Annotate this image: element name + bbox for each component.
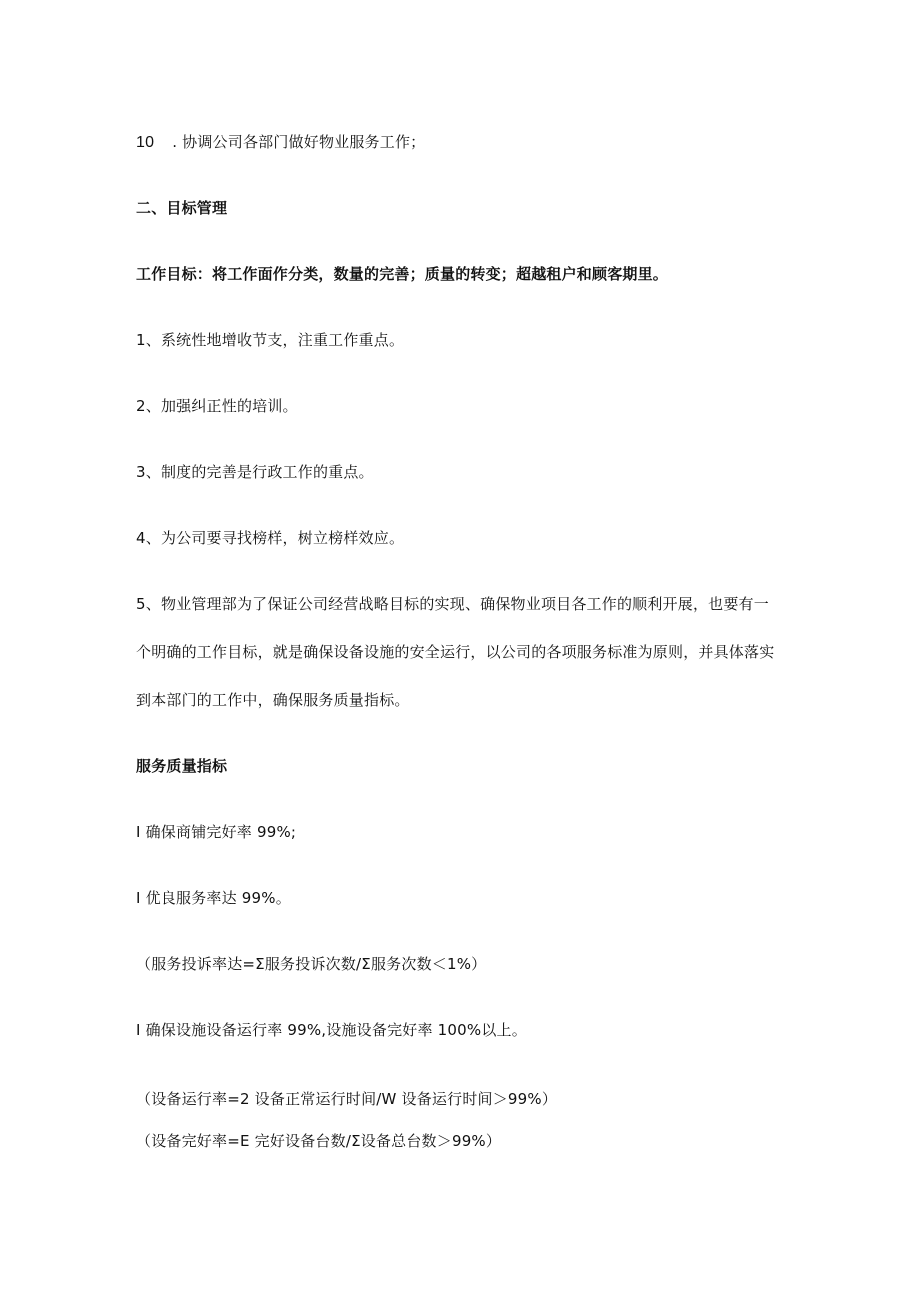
quality-title: 服务质量指标	[136, 757, 228, 775]
goal-5-line: 到本部门的工作中，确保服务质量指标。	[136, 691, 410, 709]
goal-item: 4、为公司要寻找榜样，树立榜样效应。	[136, 529, 405, 547]
indicator-formula: （设备运行率=2 设备正常运行时间/W 设备运行时间＞99%）	[136, 1090, 558, 1108]
item-10	[136, 132, 425, 153]
goal-item: 2、加强纠正性的培训。	[136, 397, 298, 415]
section-title: 二、目标管理	[136, 199, 228, 217]
item-10-number: 10	[136, 134, 155, 151]
indicator-item: I 确保设施设备运行率 99%,设施设备完好率 100%以上。	[136, 1021, 527, 1039]
goal-item: 1、系统性地增收节支，注重工作重点。	[136, 331, 405, 349]
indicator-formula: （设备完好率=E 完好设备台数/Σ设备总台数＞99%）	[136, 1132, 502, 1150]
goal-item: 3、制度的完善是行政工作的重点。	[136, 463, 374, 481]
work-goal: 工作目标：将工作面作分类，数量的完善；质量的转变；超越租户和顾客期里。	[136, 265, 669, 283]
item-10-text: . 协调公司各部门做好物业服务工作；	[172, 133, 426, 151]
indicator-item: I 优良服务率达 99%。	[136, 889, 291, 907]
indicator-formula: （服务投诉率达=Σ服务投诉次数/Σ服务次数＜1%）	[136, 955, 487, 973]
goal-5-line: 5、物业管理部为了保证公司经营战略目标的实现、确保物业项目各工作的顺利开展，也要有一	[136, 595, 769, 613]
indicator-item: I 确保商铺完好率 99%;	[136, 823, 297, 841]
goal-5-line: 个明确的工作目标，就是确保设备设施的安全运行，以公司的各项服务标准为原则，并具体落实	[136, 643, 775, 661]
